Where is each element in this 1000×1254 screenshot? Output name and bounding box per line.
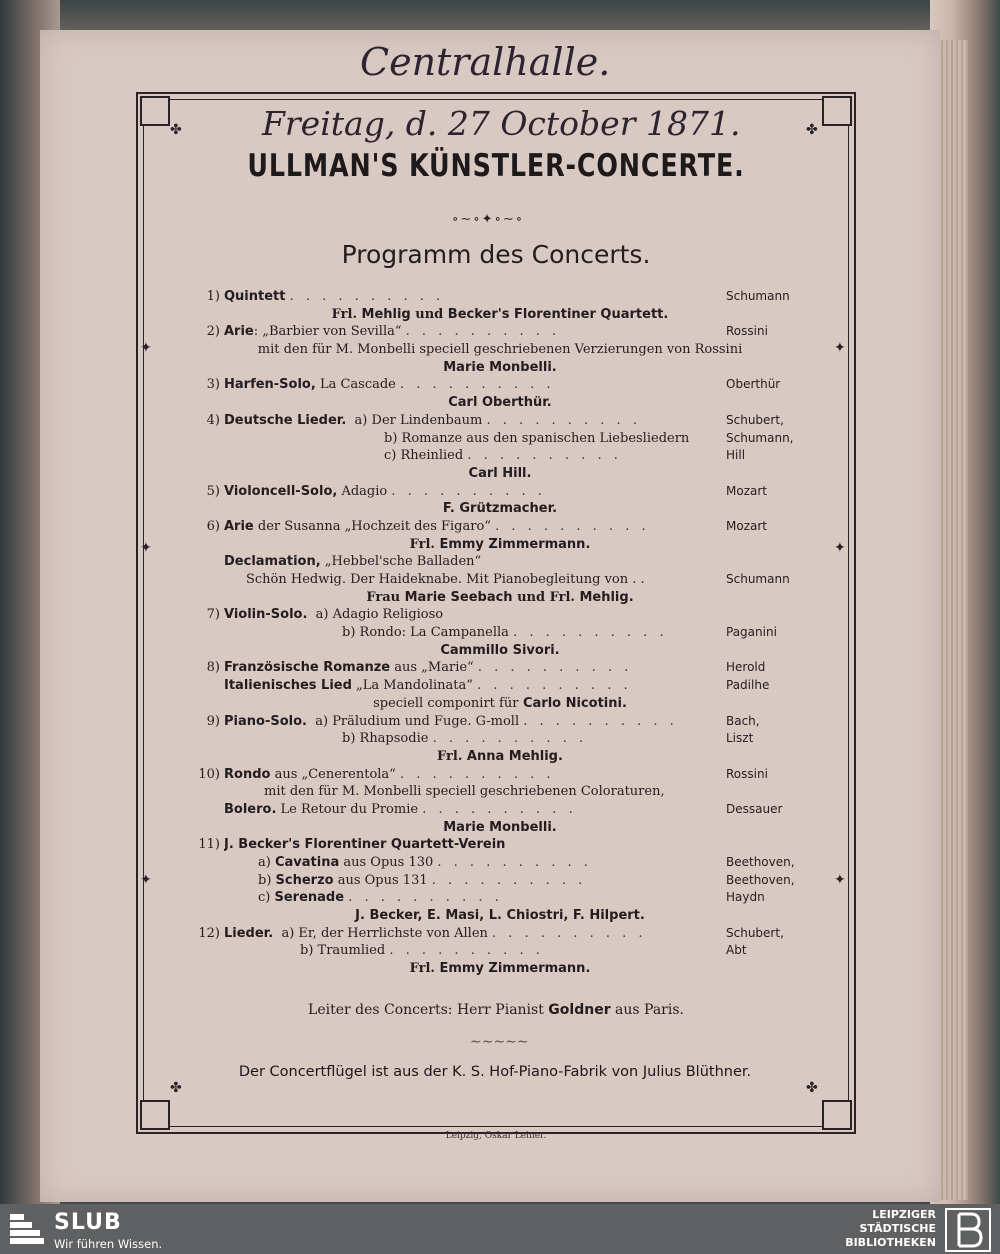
- program-item: [190, 412, 810, 430]
- border-corner-bottom-right: [822, 1100, 852, 1130]
- library-line-1: LEIPZIGER: [872, 1208, 936, 1221]
- side-ornament-icon: ✦: [834, 872, 846, 888]
- program-item: [190, 606, 810, 624]
- concert-director-line: Leiter des Concerts: Herr Pianist Goldner aus Paris.: [308, 1002, 684, 1018]
- program-item: [190, 659, 810, 677]
- slub-slogan: Wir führen Wissen.: [54, 1237, 163, 1251]
- program-item: [190, 518, 810, 536]
- item-title: c) Rheinlied . . . . . . . . . .: [384, 448, 622, 464]
- item-title: b) Rondo: La Campanella . . . . . . . . . .: [342, 625, 668, 641]
- library-name[interactable]: [840, 1208, 936, 1250]
- item-title: c) Serenade . . . . . . . . . .: [258, 890, 503, 906]
- item-number: 5): [206, 483, 220, 499]
- item-title: Lieder. a) Er, der Herrlichste von Allen . . . . . . . . . .: [224, 925, 647, 941]
- handwritten-date: Freitag, d. 27 October 1871.: [262, 104, 741, 143]
- flourish-icon: ✤: [170, 122, 182, 138]
- item-title: Piano-Solo. a) Präludium und Fuge. G-moll . . . . . . . . . .: [224, 713, 678, 729]
- printer-imprint: Leipzig, Oskar Leiner.: [445, 1131, 547, 1141]
- divider-ornament-icon: ∘∼∘✦∘∼∘: [452, 212, 525, 227]
- composer-name: Haydn: [726, 890, 765, 905]
- item-title: Deutsche Lieder. a) Der Lindenbaum . . . . . . . . . .: [224, 412, 641, 428]
- flourish-icon: ✤: [806, 122, 818, 138]
- program-item: [190, 430, 810, 448]
- program-item: [190, 889, 810, 907]
- item-number: 11): [198, 837, 220, 853]
- composer-name: Schumann: [726, 572, 790, 586]
- side-ornament-icon: ✦: [140, 540, 152, 556]
- composer-name: Liszt: [726, 731, 754, 746]
- performer-line: F. Grützmacher.: [442, 501, 558, 517]
- program-item: [190, 801, 810, 819]
- program-item: [190, 925, 810, 943]
- flourish-icon: ✤: [806, 1080, 818, 1096]
- composer-name: Oberthür: [726, 377, 781, 392]
- item-title: Italienisches Lied „La Mandolinata“ . . . . . . . . . .: [224, 678, 632, 694]
- performer-line: Marie Monbelli.: [443, 819, 557, 835]
- program-item: [190, 677, 810, 695]
- item-title: Französische Romanze aus „Marie“ . . . . . . . . . .: [224, 660, 633, 676]
- item-title: Violoncell-Solo, Adagio . . . . . . . . . .: [224, 483, 546, 499]
- item-title: Quintett . . . . . . . . . .: [224, 289, 445, 304]
- item-title: Bolero. Le Retour du Promie . . . . . . . . . .: [224, 801, 577, 817]
- composer-name: Padilhe: [726, 678, 770, 693]
- composer-name: Hill: [726, 448, 746, 463]
- program-item: [190, 288, 810, 306]
- composer-name: Beethoven,: [726, 855, 795, 869]
- composer-name: Schubert,: [726, 925, 784, 940]
- flourish-icon: ✤: [170, 1080, 182, 1096]
- item-title: J. Becker's Florentiner Quartett-Verein: [224, 837, 506, 853]
- slub-name[interactable]: SLUB: [54, 1210, 122, 1235]
- program-item: [190, 483, 810, 501]
- program-list: [190, 288, 810, 978]
- performer-line: Frl. Mehlig und Becker's Florentiner Quartett.: [331, 306, 669, 322]
- item-number: 7): [206, 607, 220, 623]
- item-number: 2): [206, 324, 220, 340]
- composer-name: Rossini: [726, 324, 768, 339]
- composer-name: Paganini: [726, 625, 777, 640]
- side-ornament-icon: ✦: [834, 340, 846, 356]
- program-item: [190, 376, 810, 394]
- item-title: Arie der Susanna „Hochzeit des Figaro“ . . . . . . . . . .: [224, 518, 650, 534]
- item-number: 9): [206, 713, 220, 729]
- performer-line: Frl. Emmy Zimmermann.: [409, 961, 591, 977]
- composer-name: Mozart: [726, 483, 767, 498]
- program-heading: Programm des Concerts.: [341, 240, 651, 269]
- item-number: 3): [206, 377, 220, 393]
- program-item: [190, 713, 810, 731]
- program-item: [190, 854, 810, 872]
- border-corner-top-left: [140, 96, 170, 126]
- composer-name: Schumann,: [726, 430, 794, 445]
- program-item: [190, 571, 810, 589]
- composer-name: Rossini: [726, 766, 768, 781]
- performer-line: mit den für M. Monbelli speciell geschriebenen Verzierungen von Rossini: [257, 342, 743, 358]
- performer-line: J. Becker, E. Masi, L. Chiostri, F. Hilpert.: [355, 908, 645, 924]
- composer-name: Beethoven,: [726, 872, 795, 887]
- side-ornament-icon: ✦: [834, 540, 846, 556]
- performer-line: Carl Hill.: [468, 465, 532, 481]
- item-number: 4): [206, 412, 220, 428]
- border-corner-top-right: [822, 96, 852, 126]
- program-item: [190, 553, 810, 571]
- item-title: Declamation, „Hebbel'sche Balladen“: [224, 554, 482, 570]
- page-stack: [938, 40, 968, 1200]
- item-title: Violin-Solo. a) Adagio Religioso: [224, 607, 444, 623]
- item-title: b) Romanze aus den spanischen Liebesliedern: [384, 430, 690, 446]
- item-title: b) Scherzo aus Opus 131 . . . . . . . . . .: [258, 872, 587, 888]
- item-title: b) Rhapsodie . . . . . . . . . .: [342, 731, 588, 747]
- library-logo-icon: [945, 1208, 991, 1252]
- item-title: b) Traumlied . . . . . . . . . .: [300, 943, 544, 959]
- item-number: 10): [198, 766, 220, 782]
- performer-line: Marie Monbelli.: [443, 359, 557, 375]
- handwritten-venue: Centralhalle.: [360, 40, 611, 84]
- item-number: 12): [198, 925, 220, 941]
- composer-name: Abt: [726, 943, 747, 958]
- program-item: [190, 872, 810, 890]
- program-item: [190, 836, 810, 854]
- performer-line: Frau Marie Seebach und Frl. Mehlig.: [366, 589, 634, 605]
- item-title: Schön Hedwig. Der Haideknabe. Mit Pianobegleitung von . .: [246, 572, 645, 587]
- piano-maker-note: Der Concertflügel ist aus der K. S. Hof-Piano-Fabrik von Julius Blüthner.: [238, 1064, 752, 1080]
- wave-divider-icon: ∼∼∼∼∼: [470, 1034, 529, 1050]
- library-line-3: BIBLIOTHEKEN: [845, 1236, 936, 1249]
- slub-logo-icon: [10, 1214, 44, 1244]
- program-item: [190, 730, 810, 748]
- composer-name: Schumann: [726, 289, 790, 303]
- program-item: [190, 766, 810, 784]
- performer-line: speciell componirt für Carlo Nicotini.: [373, 695, 627, 711]
- program-item: [190, 942, 810, 960]
- program-item: [190, 323, 810, 341]
- border-corner-bottom-left: [140, 1100, 170, 1130]
- item-title: mit den für M. Monbelli speciell geschriebenen Coloraturen,: [264, 784, 665, 800]
- composer-name: Herold: [726, 660, 766, 675]
- program-item: [190, 447, 810, 465]
- performer-line: Frl. Anna Mehlig.: [437, 748, 563, 764]
- program-item: [190, 624, 810, 642]
- composer-name: Dessauer: [726, 801, 783, 816]
- library-line-2: STÄDTISCHE: [859, 1222, 936, 1235]
- side-ornament-icon: ✦: [140, 872, 152, 888]
- side-ornament-icon: ✦: [140, 340, 152, 356]
- item-title: Arie: „Barbier von Sevilla“ . . . . . . . . . .: [224, 324, 561, 340]
- composer-name: Mozart: [726, 518, 767, 533]
- item-title: a) Cavatina aus Opus 130 . . . . . . . . . .: [258, 855, 592, 870]
- item-number: 1): [206, 289, 220, 304]
- concert-title: ULLMAN'S KÜNSTLER-CONCERTE.: [247, 148, 745, 184]
- performer-line: Carl Oberthür.: [448, 395, 552, 411]
- composer-name: Schubert,: [726, 412, 784, 427]
- performer-line: Frl. Emmy Zimmermann.: [409, 536, 591, 552]
- program-item: [190, 783, 810, 801]
- item-number: 6): [206, 518, 220, 534]
- performer-line: Cammillo Sivori.: [440, 642, 560, 658]
- footer-bar: [0, 1204, 1000, 1254]
- item-number: 8): [206, 660, 220, 676]
- item-title: Harfen-Solo, La Cascade . . . . . . . . . .: [224, 377, 555, 393]
- item-title: Rondo aus „Cenerentola“ . . . . . . . . . .: [224, 766, 555, 782]
- composer-name: Bach,: [726, 713, 760, 728]
